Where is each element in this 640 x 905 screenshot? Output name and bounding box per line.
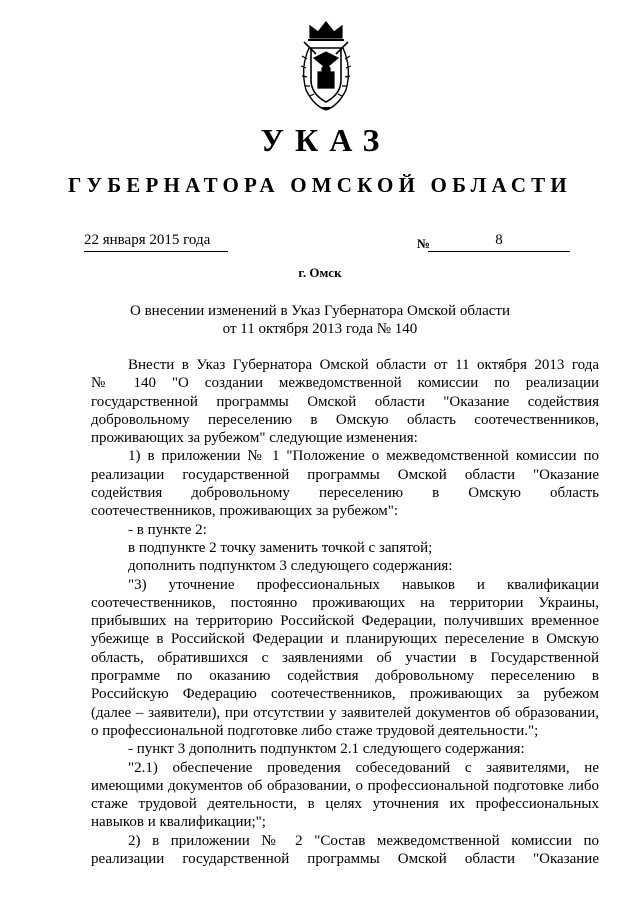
body-line: "3) уточнение профессиональных навыков и квалификации	[128, 576, 599, 593]
body-line: - в пункте 2:	[128, 521, 207, 538]
body-line: дополнить подпунктом 3 следующего содержания:	[128, 558, 453, 575]
body-line: соотечественников, проживающих за рубежом":	[91, 503, 399, 520]
document-city: г. Омск	[298, 265, 342, 280]
body-line: имеющими документов об образовании, о профессиональной подготовке либо	[91, 777, 599, 794]
document-number-label: №	[417, 236, 431, 251]
body-line: добровольному переселению в Омскую область соотечественников,	[91, 411, 599, 428]
body-line: "2.1) обеспечение проведения собеседований с заявителями, не	[128, 759, 599, 776]
body-line: государственной программы Омской области "Оказание содействия	[91, 393, 599, 410]
omsk-coat-of-arms-icon	[296, 18, 356, 114]
body-line: навыков и квалификации;";	[91, 814, 266, 831]
body-line: № 140 "О создании межведомственной комиссии по реализации	[91, 375, 599, 392]
document-title: УКАЗ	[260, 122, 391, 158]
subject-line: от 11 октября 2013 года № 140	[222, 321, 418, 337]
body-line: содействия добровольному переселению в Омскую область	[91, 485, 599, 502]
body-line: 2) в приложении № 2 "Состав межведомственной комиссии по	[128, 832, 599, 849]
body-line: Российскую Федерацию соотечественников, проживающих за рубежом	[91, 686, 599, 703]
body-line: программе по оказанию содействия добровольному переселению в	[91, 668, 599, 685]
body-line: - пункт 3 дополнить подпунктом 2.1 следующего содержания:	[128, 741, 525, 758]
body-line: стаже трудовой деятельности, в целях уточнения их профессиональных	[91, 796, 599, 813]
body-line: реализации государственной программы Омской области "Оказание	[91, 851, 599, 868]
body-line: область, обратившихся с заявлениями об участии в Государственной	[91, 649, 599, 666]
body-line: прибывших на территорию Российской Федерации, получивших временное	[91, 613, 599, 630]
body-line: соотечественников, постоянно проживающих на территории Украины,	[91, 594, 599, 611]
document-subtitle: ГУБЕРНАТОРА ОМСКОЙ ОБЛАСТИ	[68, 173, 572, 197]
body-line: реализации государственной программы Омской области "Оказание	[91, 466, 599, 483]
document-number: 8	[428, 232, 570, 252]
document-date: 22 января 2015 года	[84, 232, 228, 252]
document-body	[91, 356, 599, 868]
body-line: 1) в приложении № 1 "Положение о межведомственной комиссии по	[128, 448, 599, 465]
body-line: (далее – заявители), при отсутствии у заявителей документов об образовании,	[91, 704, 599, 721]
body-line: в подпункте 2 точку заменить точкой с запятой;	[128, 539, 433, 556]
body-line: о профессиональной подготовке либо стаже трудовой деятельности.";	[91, 722, 539, 739]
subject-line: О внесении изменений в Указ Губернатора Омской области	[130, 303, 510, 319]
body-line: убежище в Российской Федерации и планирующих переселение в Омскую	[91, 631, 599, 648]
body-line: Внести в Указ Губернатора Омской области от 11 октября 2013 года	[128, 357, 599, 373]
body-line: проживающих за рубежом" следующие изменения:	[91, 430, 418, 447]
document-subject	[0, 302, 640, 338]
